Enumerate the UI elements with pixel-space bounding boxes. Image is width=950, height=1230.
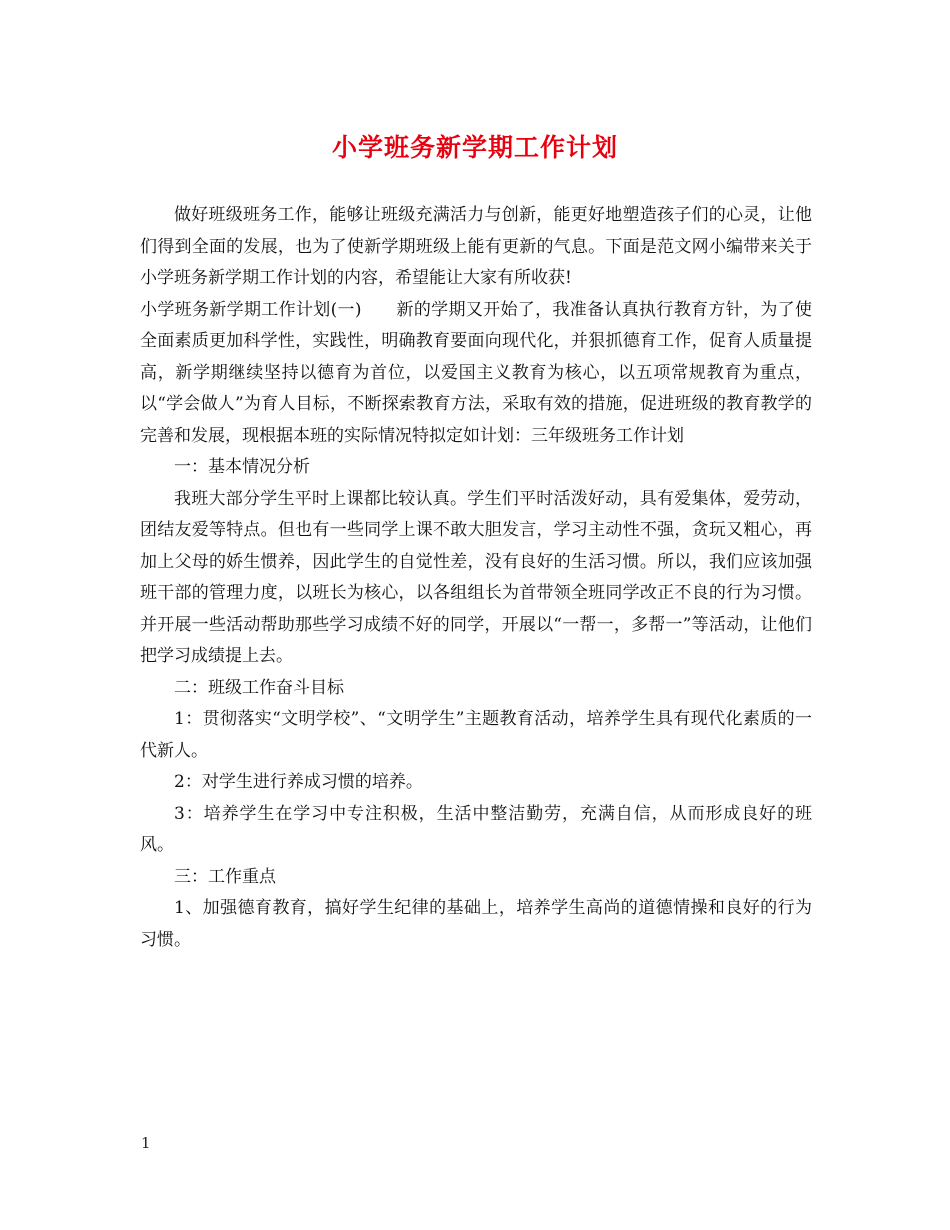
page-number: 1 (141, 1134, 151, 1152)
goal-item-2: 2：对学生进行养成习惯的培养。 (174, 772, 423, 792)
document-body (140, 200, 812, 956)
paragraph-intro: 做好班级班务工作，能够让班级充满活力与创新，能更好地塑造孩子们的心灵，让他们得到全面的发展，也为了使新学期班级上能有更新的气息。下面是范文网小编带来关于小学班务新学期工作计划的内容，希望能让大家有所收获! (140, 205, 812, 288)
paragraph-plan-one: 小学班务新学期工作计划(一) 新的学期又开始了，我准备认真执行教育方针，为了使全面素质更加科学性，实践性，明确教育要面向现代化，并狠抓德育工作，促育人质量提高，新学期继续坚持以德育为首位，以爱国主义教育为核心，以五项常规教育为重点，以“学会做人”为育人目标，不断探索教育方法，采取有效的措施，促进班级的教育教学的完善和发展，现根据本班的实际情况特拟定如计划：三年级班务工作计划 (140, 299, 812, 446)
goal-item-1: 1：贯彻落实“文明学校”、“文明学生”主题教育活动，培养学生具有现代化素质的一代新人。 (140, 709, 812, 761)
section-heading-2: 二：班级工作奋斗目标 (174, 677, 344, 698)
goal-item-3: 3：培养学生在学习中专注积极，生活中整洁勤劳，充满自信，从而形成良好的班风。 (140, 803, 812, 855)
focus-item-1: 1、加强德育教育，搞好学生纪律的基础上，培养学生高尚的道德情操和良好的行为习惯。 (140, 898, 812, 950)
section-heading-1: 一：基本情况分析 (174, 457, 310, 477)
section-heading-3: 三：工作重点 (174, 866, 276, 887)
document-title: 小学班务新学期工作计划 (331, 133, 618, 162)
paragraph-analysis: 我班大部分学生平时上课都比较认真。学生们平时活泼好动，具有爱集体，爱劳动，团结友爱等特点。但也有一些同学上课不敢大胆发言，学习主动性不强，贪玩又粗心，再加上父母的娇生惯养，因此学生的自觉性差，没有良好的生活习惯。所以，我们应该加强班干部的管理力度，以班长为核心，以各组组长为首带领全班同学改正不良的行为习惯。并开展一些活动帮助那些学习成绩不好的同学，开展以“一帮一，多帮一”等活动，让他们把学习成绩提上去。 (140, 488, 812, 666)
